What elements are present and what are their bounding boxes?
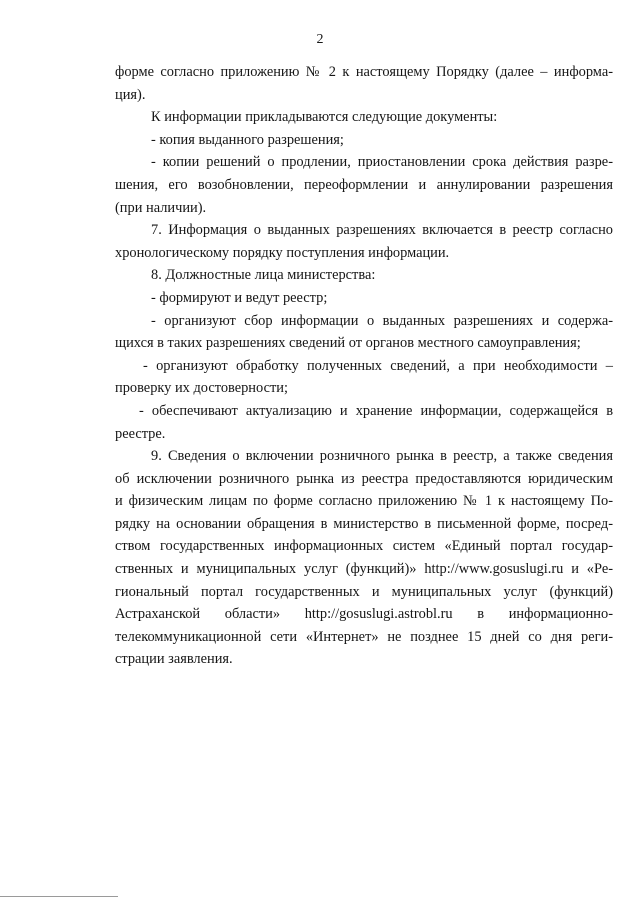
text-line: 9. Сведения о включении розничного рынка в реестр, а также сведения [151, 448, 613, 465]
text-line: ством государственных информационных систем «Единый портал государ- [115, 538, 613, 555]
text-line: щихся в таких разрешениях сведений от органов местного самоуправления; [115, 335, 581, 352]
text-line: телекоммуникационной сети «Интернет» не позднее 15 дней со дня реги- [115, 628, 613, 645]
text-line: 7. Информация о выданных разрешениях включается в реестр согласно [151, 222, 613, 239]
text-line: ственных и муниципальных услуг (функций)» http://www.gosuslugi.ru и «Ре- [115, 561, 613, 578]
text-line: - формируют и ведут реестр; [151, 289, 328, 306]
text-line: 8. Должностные лица министерства: [151, 267, 376, 284]
page-number: 2 [316, 32, 324, 47]
text-line: (при наличии). [115, 199, 207, 216]
text-line: К информации прикладываются следующие документы: [151, 109, 498, 126]
text-line: - копия выданного разрешения; [151, 131, 344, 148]
text-line: гиональный портал государственных и муниципальных услуг (функций) [115, 583, 613, 600]
document-body [115, 61, 613, 671]
text-line: проверку их достоверности; [115, 380, 288, 397]
text-line: - организуют сбор информации о выданных разрешениях и содержа- [151, 312, 613, 329]
text-line: - организуют обработку полученных сведений, а при необходимости – [143, 357, 613, 374]
text-line: страции заявления. [115, 651, 233, 668]
text-line: и физическим лицам по форме согласно приложению № 1 к настоящему По- [115, 493, 613, 510]
text-line: хронологическому порядку поступления информации. [115, 244, 450, 261]
text-line: реестре. [115, 425, 166, 442]
text-line: об исключении розничного рынка из реестра предоставляются юридическим [115, 470, 613, 487]
text-line: форме согласно приложению № 2 к настоящему Порядку (далее – информа- [115, 64, 613, 80]
text-line: Астраханской области» http://gosuslugi.astrobl.ru в информационно- [115, 606, 613, 623]
text-line: рядку на основании обращения в министерство в письменной форме, посред- [115, 515, 613, 532]
text-line: шения, его возобновлении, переоформлении и аннулировании разрешения [115, 176, 613, 193]
footer-rule [0, 896, 118, 897]
text-line: - обеспечивают актуализацию и хранение информации, содержащейся в [139, 402, 613, 419]
text-line: - копии решений о продлении, приостановлении срока действия разре- [151, 154, 613, 171]
text-line: ция). [115, 86, 146, 103]
